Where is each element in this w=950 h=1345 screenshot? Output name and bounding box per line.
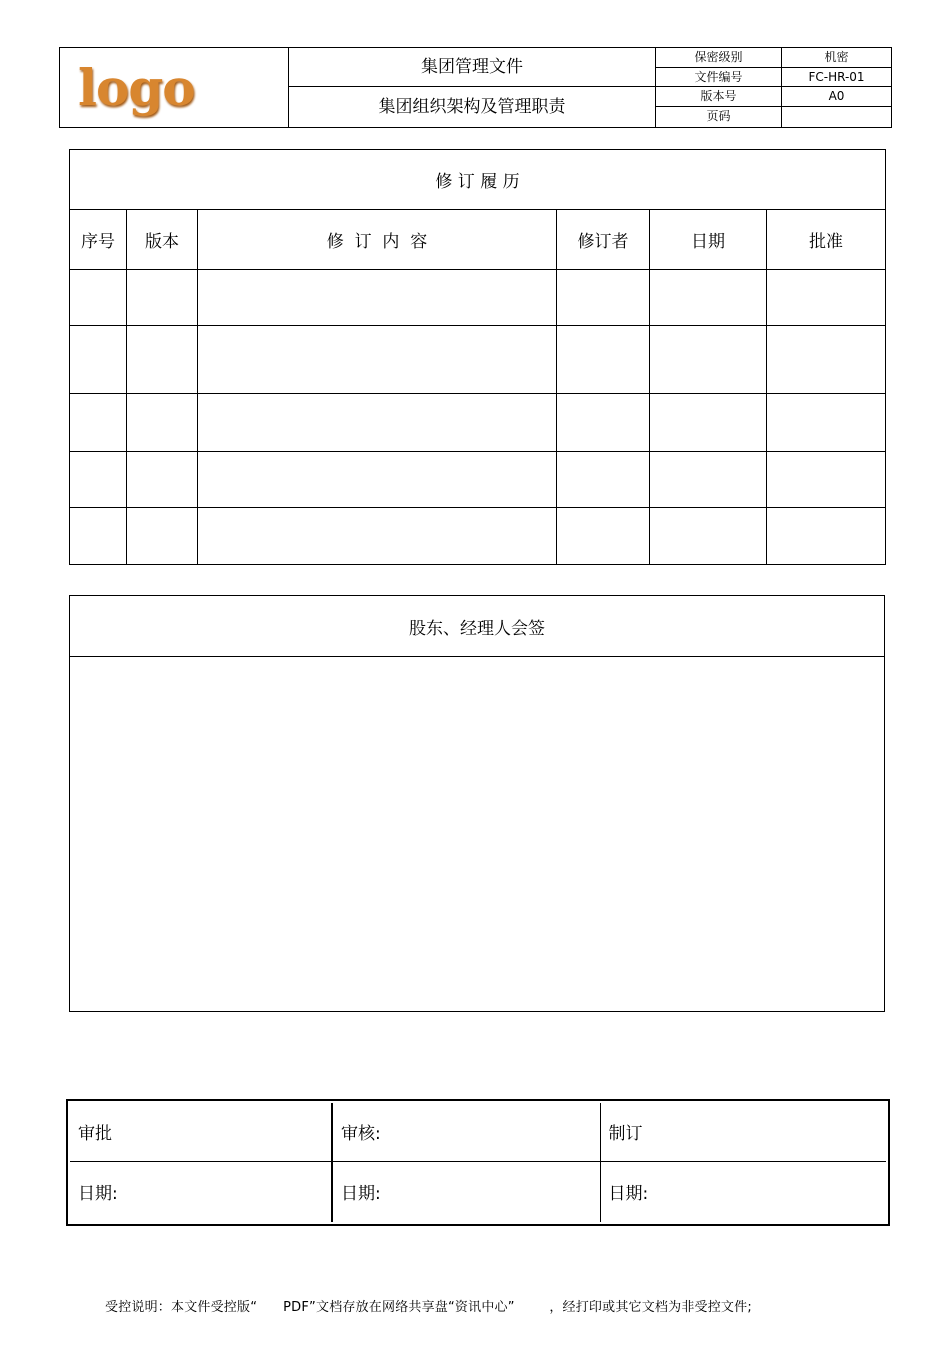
cell-version [127,451,198,507]
cell-reviser [557,393,650,451]
approval-block [66,1099,890,1226]
column-header-content: 修 订 内 容 [198,210,557,270]
cell-reviser [557,326,650,393]
cell-version [127,393,198,451]
cell-reviser [557,451,650,507]
document-header [59,47,892,128]
approve-date-label: 日期: [70,1161,332,1222]
cell-date [650,507,767,564]
control-statement: 受控说明：本文件受控版“ PDF”文档存放在网络共享盘“资讯中心” ，经打印或其它文档为非受控文件; [105,1300,752,1315]
logo-cell [60,48,289,128]
document-title: 集团组织架构及管理职责 [289,87,656,128]
cell-reviser [557,507,650,564]
table-row [70,507,886,564]
cell-seq [70,393,127,451]
cell-date [650,270,767,326]
column-header-reviser: 修订者 [557,210,650,270]
review-date-label: 日期: [332,1161,600,1222]
cell-version [127,326,198,393]
cell-reviser [557,270,650,326]
cell-content [198,270,557,326]
document-type: 集团管理文件 [289,48,656,87]
meta-value-confidentiality: 机密 [782,48,892,68]
cell-date [650,393,767,451]
column-header-version: 版本 [127,210,198,270]
column-header-approval: 批准 [767,210,886,270]
cell-approval [767,326,886,393]
approve-label: 审批 [70,1103,332,1161]
cell-approval [767,393,886,451]
column-header-seq: 序号 [70,210,127,270]
draft-date-label: 日期: [600,1161,886,1222]
cell-seq [70,451,127,507]
cell-approval [767,507,886,564]
meta-value-doc-number: FC-HR-01 [782,68,892,87]
cell-date [650,326,767,393]
cell-content [198,393,557,451]
meta-value-version: A0 [782,87,892,106]
cell-approval [767,270,886,326]
meta-label-version: 版本号 [656,87,782,106]
cell-content [198,326,557,393]
cell-version [127,270,198,326]
revision-history-title: 修 订 履 历 [70,150,886,210]
table-row [70,451,886,507]
cell-content [198,451,557,507]
meta-label-confidentiality: 保密级别 [656,48,782,68]
column-header-date: 日期 [650,210,767,270]
company-logo: logo [78,57,195,117]
review-label: 审核: [332,1103,600,1161]
cell-approval [767,451,886,507]
cell-seq [70,507,127,564]
meta-label-page: 页码 [656,106,782,127]
revision-history-table [69,149,886,565]
signoff-section [69,595,885,1012]
table-row [70,326,886,393]
approval-table [70,1103,886,1222]
meta-value-page [782,106,892,127]
draft-label: 制订 [600,1103,886,1161]
meta-label-doc-number: 文件编号 [656,68,782,87]
cell-content [198,507,557,564]
cell-version [127,507,198,564]
signoff-title: 股东、经理人会签 [70,596,884,657]
cell-seq [70,270,127,326]
table-row [70,270,886,326]
cell-date [650,451,767,507]
cell-seq [70,326,127,393]
table-row [70,393,886,451]
